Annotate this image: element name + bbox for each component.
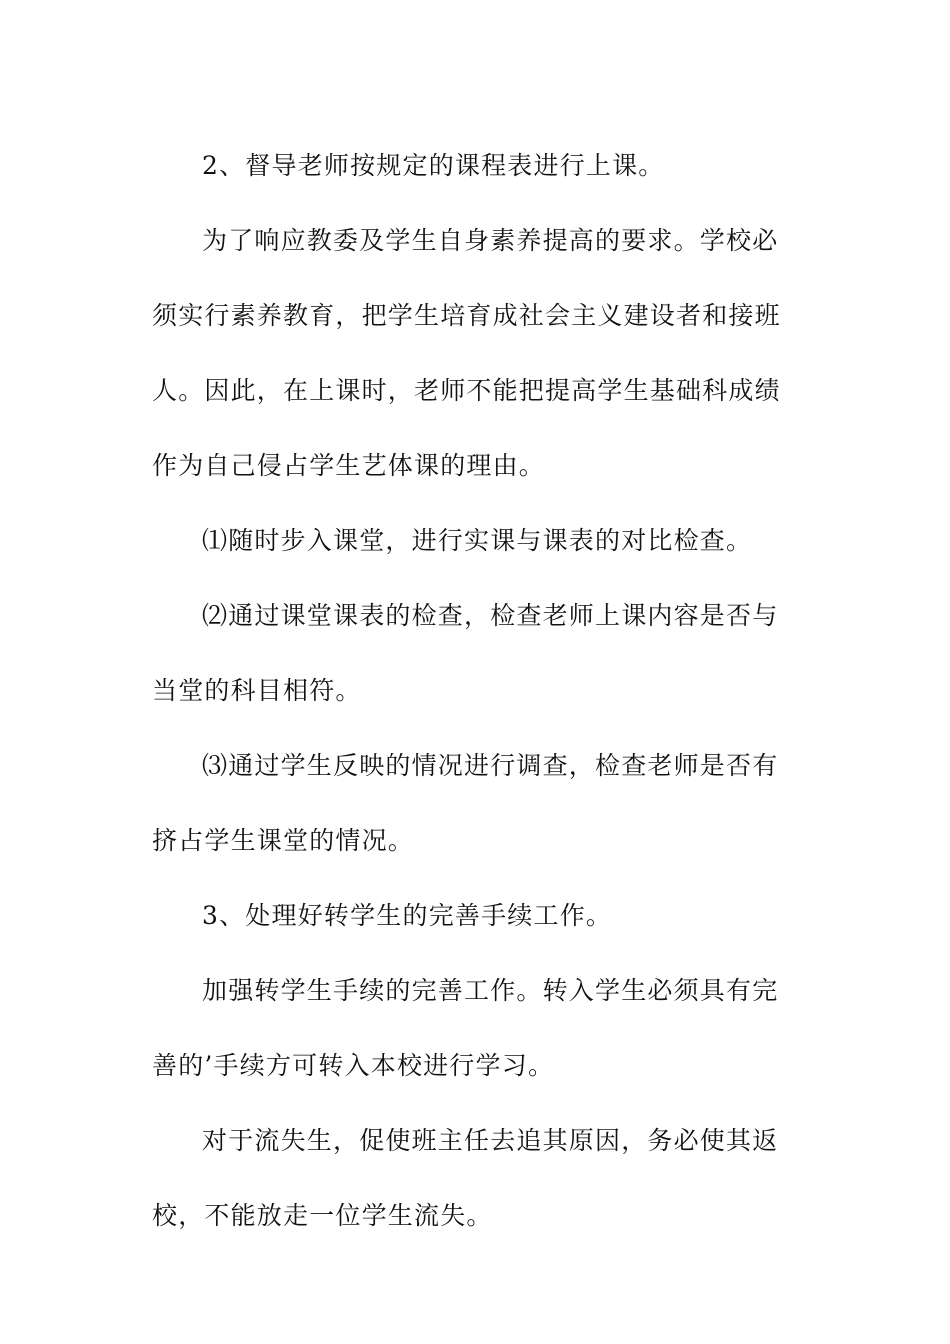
- paragraph-item-1: ⑴随时步入课堂，进行实课与课表的对比检查。: [202, 526, 753, 555]
- paragraph-supervise-schedule-heading: 2、督导老师按规定的课程表进行上课。: [202, 151, 665, 180]
- paragraph-transfer-procedure: 加强转学生手续的完善工作。转入学生必须具有完善的’手续方可转入本校进行学习。: [152, 976, 779, 1080]
- paragraph-dropout-students: 对于流失生，促使班主任去追其原因，务必使其返校，不能放走一位学生流失。: [152, 1126, 779, 1230]
- document-body: [152, 128, 800, 1253]
- paragraph-item-2: ⑵通过课堂课表的检查，检查老师上课内容是否与当堂的科目相符。: [152, 601, 779, 705]
- paragraph-item-3: ⑶通过学生反映的情况进行调查，检查老师是否有挤占学生课堂的情况。: [152, 751, 779, 855]
- paragraph-transfer-heading: 3、处理好转学生的完善手续工作。: [202, 901, 613, 930]
- paragraph-quality-education: 为了响应教委及学生自身素养提高的要求。学校必须实行素养教育，把学生培育成社会主义建设者和接班人。因此，在上课时，老师不能把提高学生基础科成绩作为自己侵占学生艺体课的理由。: [152, 226, 781, 480]
